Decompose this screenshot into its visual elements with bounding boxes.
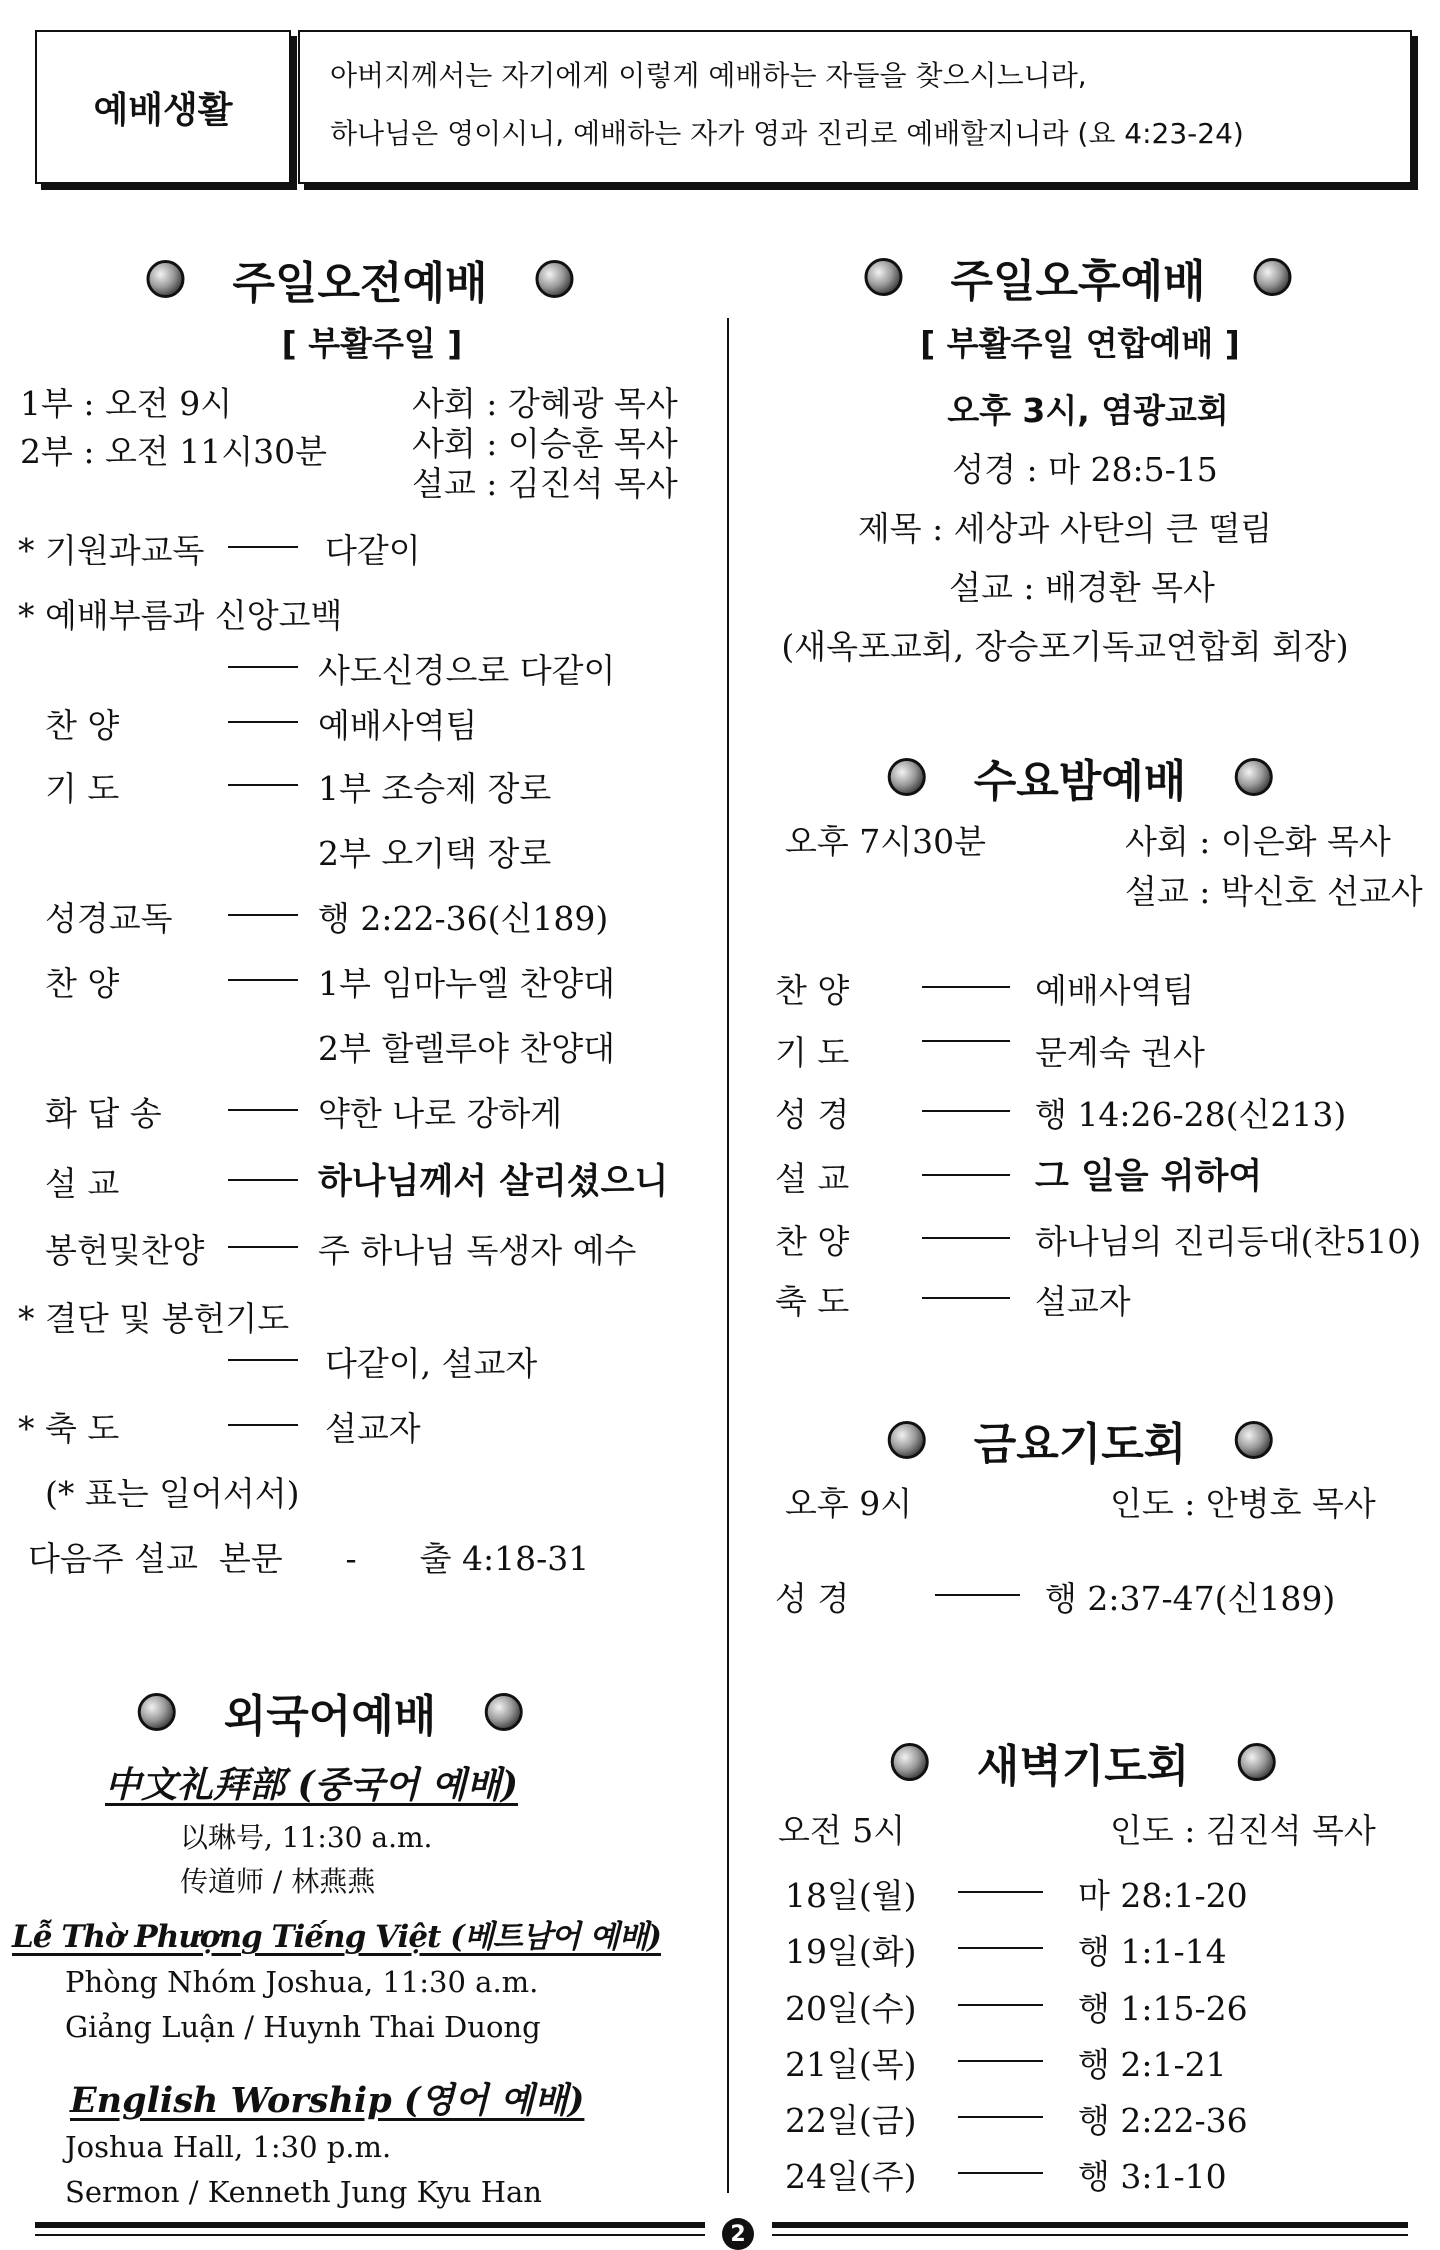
dash bbox=[228, 721, 298, 723]
order-reading-label: 성경교독 bbox=[45, 899, 173, 938]
dash bbox=[958, 2172, 1043, 2174]
dawn-text: 행 2:22-36 bbox=[1078, 2101, 1248, 2140]
footer-rule-left bbox=[35, 2222, 705, 2228]
morning-subtitle: [ 부활주일 ] bbox=[281, 324, 463, 363]
dash bbox=[958, 1891, 1043, 1893]
wednesday-leader: 사회 : 이은화 목사 bbox=[1125, 822, 1391, 861]
wednesday-title: 수요밤예배 bbox=[973, 756, 1187, 807]
dawn-text: 행 1:1-14 bbox=[1078, 1932, 1227, 1971]
wed-prayer-label: 기 도 bbox=[775, 1033, 850, 1072]
order-benediction-label: * 축 도 bbox=[18, 1409, 120, 1448]
order-offering-value: 주 하나님 독생자 예수 bbox=[318, 1231, 637, 1270]
order-response-value: 약한 나로 강하게 bbox=[318, 1094, 563, 1133]
dash bbox=[922, 1174, 1010, 1176]
bullet-icon bbox=[1237, 1743, 1275, 1781]
dash bbox=[922, 1040, 1010, 1042]
afternoon-affiliation: (새옥포교회, 장승포기독교연합회 회장) bbox=[781, 627, 1349, 666]
order-sermon-value: 하나님께서 살리셨으니 bbox=[318, 1162, 669, 1202]
bullet-icon bbox=[138, 1693, 176, 1731]
vietnamese-service-title: Lễ Thờ Phượng Tiếng Việt (베트남어 예배) bbox=[12, 1919, 661, 1955]
order-praise2-value-2: 2부 할렐루야 찬양대 bbox=[318, 1029, 615, 1068]
chinese-service-line-1: 以琳号, 11:30 a.m. bbox=[180, 1821, 433, 1854]
afternoon-scripture: 성경 : 마 28:5-15 bbox=[952, 450, 1218, 489]
morning-leader-1: 사회 : 강혜광 목사 bbox=[412, 384, 678, 423]
morning-leader-2: 사회 : 이승훈 목사 bbox=[412, 424, 678, 463]
friday-scripture-value: 행 2:37-47(신189) bbox=[1045, 1579, 1336, 1618]
wed-benediction-label: 축 도 bbox=[775, 1282, 850, 1321]
chinese-service-title: 中文礼拜部 (중국어 예배) bbox=[105, 1764, 519, 1806]
dawn-day: 20일(수) bbox=[785, 1989, 917, 2028]
dawn-title-row bbox=[891, 1730, 1276, 1794]
afternoon-subtitle: [ 부활주일 연합예배 ] bbox=[920, 324, 1240, 363]
dawn-day: 19일(화) bbox=[785, 1932, 917, 1971]
dash bbox=[922, 1110, 1010, 1112]
footer-rule-left-thin bbox=[35, 2234, 705, 2236]
dash bbox=[228, 1359, 298, 1361]
morning-service-2: 2부 : 오전 11시30분 bbox=[20, 432, 327, 471]
dawn-text: 마 28:1-20 bbox=[1078, 1876, 1248, 1915]
dawn-day: 22일(금) bbox=[785, 2101, 917, 2140]
dash bbox=[958, 2116, 1043, 2118]
dash bbox=[228, 1246, 298, 1248]
dash bbox=[935, 1594, 1020, 1596]
dash bbox=[228, 1109, 298, 1111]
order-response-label: 화 답 송 bbox=[45, 1094, 162, 1133]
bullet-icon bbox=[1234, 1421, 1272, 1459]
order-decision-label: * 결단 및 봉헌기도 bbox=[18, 1299, 290, 1338]
wed-benediction-value: 설교자 bbox=[1035, 1282, 1131, 1321]
bullet-icon bbox=[864, 258, 902, 296]
dawn-leader: 인도 : 김진석 목사 bbox=[1110, 1811, 1376, 1850]
order-call-value: 사도신경으로 다같이 bbox=[318, 651, 616, 690]
header-verse-box bbox=[298, 30, 1412, 184]
vietnamese-service-line-2: Giảng Luận / Huynh Thai Duong bbox=[65, 2010, 541, 2044]
afternoon-title-row bbox=[864, 245, 1291, 309]
friday-title-row bbox=[888, 1408, 1273, 1472]
order-praise2-label: 찬 양 bbox=[45, 964, 120, 1003]
dawn-text: 행 1:15-26 bbox=[1078, 1989, 1248, 2028]
order-invocation-label: * 기원과교독 bbox=[18, 531, 205, 570]
morning-preacher: 설교 : 김진석 목사 bbox=[412, 464, 678, 503]
order-praise1-value: 예배사역팀 bbox=[318, 706, 478, 745]
order-decision-value: 다같이, 설교자 bbox=[325, 1344, 538, 1383]
wed-hymn-value: 하나님의 진리등대(찬510) bbox=[1035, 1222, 1422, 1261]
afternoon-time: 오후 3시, 염광교회 bbox=[947, 391, 1229, 430]
wed-scripture-label: 성 경 bbox=[775, 1095, 850, 1134]
dawn-day: 18일(월) bbox=[785, 1876, 917, 1915]
morning-title: 주일오전예배 bbox=[232, 258, 488, 309]
bullet-icon bbox=[1254, 258, 1292, 296]
afternoon-topic: 제목 : 세상과 사탄의 큰 떨림 bbox=[857, 509, 1273, 548]
dash bbox=[228, 1424, 298, 1426]
wed-praise-value: 예배사역팀 bbox=[1035, 971, 1195, 1010]
dawn-day: 24일(주) bbox=[785, 2157, 917, 2196]
dash bbox=[228, 979, 298, 981]
bullet-icon bbox=[484, 1693, 522, 1731]
wed-hymn-label: 찬 양 bbox=[775, 1222, 850, 1261]
bullet-icon bbox=[888, 758, 926, 796]
friday-time: 오후 9시 bbox=[785, 1484, 913, 1523]
order-invocation-value: 다같이 bbox=[325, 531, 421, 570]
page-number: 2 bbox=[722, 2218, 754, 2250]
footer-rule-right bbox=[772, 2222, 1408, 2228]
friday-scripture-label: 성 경 bbox=[775, 1579, 850, 1618]
wed-prayer-value: 문계숙 권사 bbox=[1035, 1033, 1205, 1072]
verse-line-2: 하나님은 영이시니, 예배하는 자가 영과 진리로 예배할지니라 (요 4:23-24) bbox=[330, 117, 1244, 150]
bullet-icon bbox=[536, 260, 574, 298]
dash bbox=[958, 2060, 1043, 2062]
bullet-icon bbox=[891, 1743, 929, 1781]
dash bbox=[228, 666, 298, 668]
column-divider bbox=[727, 318, 729, 2193]
bullet-icon bbox=[888, 1421, 926, 1459]
order-praise1-label: 찬 양 bbox=[45, 706, 120, 745]
order-sermon-label: 설 교 bbox=[45, 1164, 120, 1203]
wed-sermon-value: 그 일을 위하여 bbox=[1035, 1157, 1263, 1197]
bullet-icon bbox=[1234, 758, 1272, 796]
afternoon-title: 주일오후예배 bbox=[950, 256, 1206, 307]
dawn-day: 21일(목) bbox=[785, 2045, 917, 2084]
friday-leader: 인도 : 안병호 목사 bbox=[1110, 1484, 1376, 1523]
wednesday-title-row bbox=[888, 745, 1273, 809]
dash bbox=[228, 1179, 298, 1181]
wed-scripture-value: 행 14:26-28(신213) bbox=[1035, 1095, 1347, 1134]
header-label-box bbox=[35, 30, 291, 184]
vietnamese-service-line-1: Phòng Nhóm Joshua, 11:30 a.m. bbox=[65, 1965, 539, 1999]
wednesday-preacher: 설교 : 박신호 선교사 bbox=[1125, 872, 1423, 911]
wed-praise-label: 찬 양 bbox=[775, 971, 850, 1010]
afternoon-preacher: 설교 : 배경환 목사 bbox=[949, 568, 1215, 607]
verse-line-1: 아버지께서는 자기에게 이렇게 예배하는 자들을 찾으시느니라, bbox=[330, 59, 1087, 92]
dawn-text: 행 2:1-21 bbox=[1078, 2045, 1227, 2084]
dash bbox=[228, 546, 298, 548]
order-prayer-value-1: 1부 조승제 장로 bbox=[318, 769, 552, 808]
footer-rule-right-thin bbox=[772, 2234, 1408, 2236]
bullet-icon bbox=[146, 260, 184, 298]
order-benediction-value: 설교자 bbox=[325, 1409, 421, 1448]
order-reading-value: 행 2:22-36(신189) bbox=[318, 899, 609, 938]
foreign-title-row bbox=[138, 1680, 523, 1744]
dawn-title: 새벽기도회 bbox=[976, 1741, 1190, 1792]
english-service-title: English Worship (영어 예배) bbox=[70, 2080, 585, 2121]
dash bbox=[958, 1947, 1043, 1949]
dash bbox=[228, 914, 298, 916]
morning-title-row bbox=[146, 247, 573, 311]
dawn-time: 오전 5시 bbox=[778, 1811, 906, 1850]
foreign-title: 외국어예배 bbox=[223, 1691, 437, 1742]
order-praise2-value-1: 1부 임마누엘 찬양대 bbox=[318, 964, 615, 1003]
english-service-line-2: Sermon / Kenneth Jung Kyu Han bbox=[65, 2175, 542, 2209]
order-offering-label: 봉헌및찬양 bbox=[45, 1231, 205, 1270]
dawn-text: 행 3:1-10 bbox=[1078, 2157, 1227, 2196]
dash bbox=[922, 1297, 1010, 1299]
friday-title: 금요기도회 bbox=[973, 1419, 1187, 1470]
next-week-sermon: 다음주 설교 본문 - 출 4:18-31 bbox=[28, 1539, 590, 1578]
order-prayer-value-2: 2부 오기택 장로 bbox=[318, 834, 552, 873]
dash bbox=[958, 2004, 1043, 2006]
order-note: (* 표는 일어서서) bbox=[45, 1474, 300, 1513]
morning-service-1: 1부 : 오전 9시 bbox=[20, 384, 233, 423]
chinese-service-line-2: 传道师 / 林燕燕 bbox=[180, 1865, 376, 1898]
dash bbox=[922, 986, 1010, 988]
wed-sermon-label: 설 교 bbox=[775, 1159, 850, 1198]
wednesday-time: 오후 7시30분 bbox=[785, 822, 986, 861]
order-call-label: * 예배부름과 신앙고백 bbox=[18, 596, 343, 635]
header-label: 예배생활 bbox=[93, 89, 233, 131]
dash bbox=[922, 1237, 1010, 1239]
order-prayer-label: 기 도 bbox=[45, 769, 120, 808]
dash bbox=[228, 784, 298, 786]
english-service-line-1: Joshua Hall, 1:30 p.m. bbox=[65, 2130, 392, 2164]
